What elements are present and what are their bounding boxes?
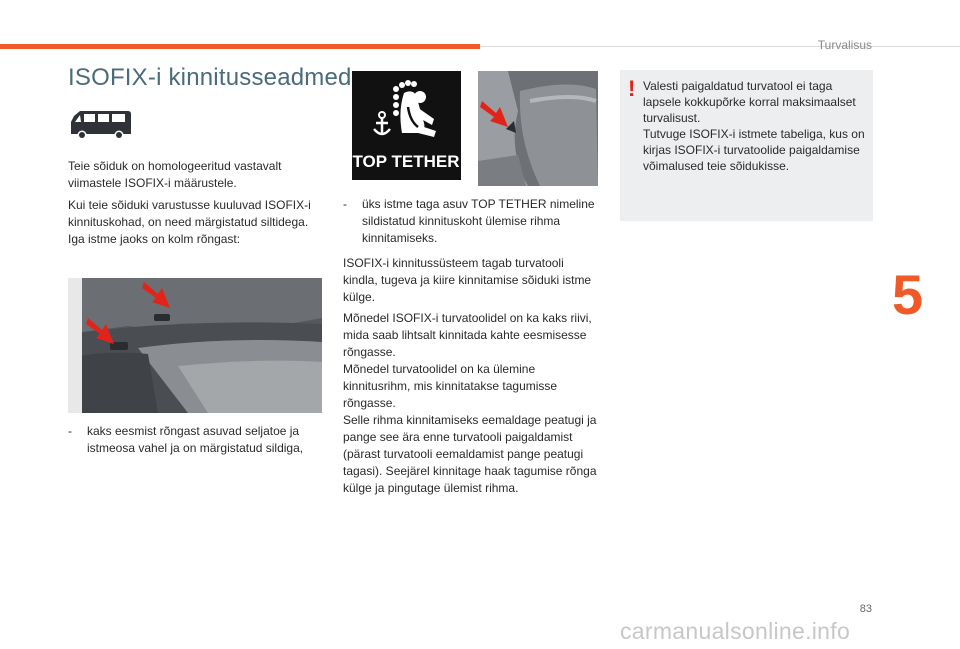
bullet-dash: - <box>68 424 72 438</box>
top-tether-bullet <box>343 196 599 248</box>
warning-exclamation-icon: ! <box>628 76 636 101</box>
top-tether-label: TOP TETHER <box>352 152 460 171</box>
warning-line-safety: Valesti paigaldatud turvatool ei taga lapsele kokkupõrke korral maksimaalset turvalisust. <box>643 79 856 125</box>
front-rings-bullet <box>68 423 318 463</box>
header-rule <box>480 46 960 47</box>
chapter-number: 5 <box>892 263 924 326</box>
latches-line: Mõnedel ISOFIX-i turvatoolidel on ka kaks riivi, mida saab lihtsalt kinnitada kahte eesmisesse rõngasse. <box>343 311 592 359</box>
isofix-system-paragraph: ISOFIX-i kinnitussüsteem tagab turvatooli kindla, tugeva ja kiire kinnitamise sõiduki istme külge. <box>343 256 592 304</box>
warning-line-table: Tutvuge ISOFIX-i istmete tabeliga, kus on kirjas ISOFIX-i turvatoolide paigaldamise võimalused teie sõidukisse. <box>643 127 865 173</box>
page-title: ISOFIX-i kinnitusseadmed <box>68 64 352 91</box>
homologation-paragraph: Teie sõiduk on homologeeritud vastavalt viimastele ISOFIX-i määrustele. <box>68 159 282 190</box>
rear-tether-ring-photo <box>478 71 598 186</box>
watermark: carmanualsonline.info <box>620 618 851 644</box>
front-rings-text: kaks eesmist rõngast asuvad seljatoe ja istmeosa vahel ja on märgistatud sildiga, <box>87 424 304 455</box>
header-accent-bar <box>0 44 480 49</box>
anchorage-paragraph: Kui teie sõiduki varustusse kuuluvad ISOFIX-i kinnituskohad, on need märgistatud siltidega. Iga istme jaoks on kolm rõngast: <box>68 198 311 246</box>
isofix-details-paragraph <box>343 310 599 497</box>
page-number: 83 <box>859 603 872 615</box>
section-name: Turvalisus <box>817 38 872 52</box>
warning-text <box>643 78 871 174</box>
strap-instructions-line: Selle rihma kinnitamiseks eemaldage peatugi ja pange see ära enne turvatooli paigaldamist (pärast turvatooli eemaldamist pange peatugi tagasi). Seejärel kinnitage haak tagumise rõnga külge ja pingutage ülemist rihma. <box>343 413 597 495</box>
bullet-dash: - <box>343 197 347 211</box>
rear-seat-isofix-photo <box>68 278 322 413</box>
top-tether-icon <box>352 71 461 180</box>
van-icon <box>68 108 134 142</box>
upper-strap-line: Mõnedel turvatoolidel on ka ülemine kinnitusrihm, mis kinnitatakse tagumisse rõngasse. <box>343 362 558 410</box>
top-tether-text: üks istme taga asuv TOP TETHER nimeline sildistatud kinnituskoht ülemise rihma kinnitamiseks. <box>362 197 595 245</box>
